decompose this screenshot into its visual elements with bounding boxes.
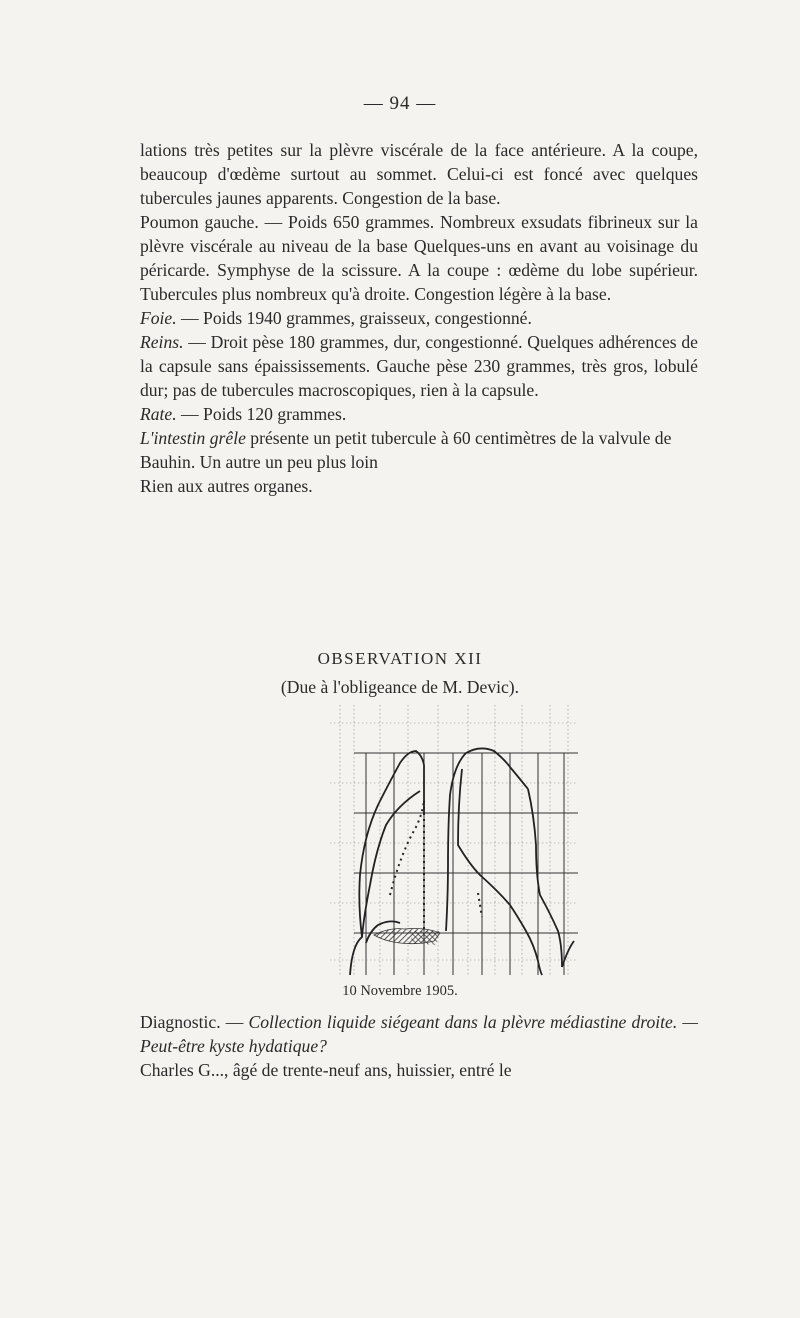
outline-curves: [350, 748, 574, 975]
organ-name: L'intestin grêle: [140, 428, 246, 448]
page-number: — 94 —: [363, 93, 437, 114]
paragraph-rate: [140, 402, 698, 426]
figure-caption: 10 Novembre 1905.: [342, 983, 458, 999]
diagnosis-label: Diagnostic. —: [140, 1012, 249, 1032]
organ-text: — Poids 1940 grammes, graisseux, congestionné.: [176, 308, 532, 328]
organ-text: — Poids 120 grammes.: [176, 404, 347, 424]
paragraph-foie: [140, 306, 698, 330]
paragraph: lations très petites sur la plèvre viscérale de la face antérieure. A la coupe, beaucoup d'œdème surtout au sommet. Celui-ci est foncé avec quelques tubercules jaunes apparents. Congestion de la base.: [140, 140, 698, 208]
body-text-bottom: [140, 1010, 698, 1082]
organ-name: Rate.: [140, 404, 177, 424]
paragraph-patient: Charles G..., âgé de trente-neuf ans, huissier, entré le: [140, 1060, 512, 1080]
diagnosis-text: Collection liquide siégeant dans la plèvre médiastine droite. — Peut-être kyste hydatique?: [140, 1012, 698, 1056]
observation-subtitle: (Due à l'obligeance de M. Devic).: [280, 677, 520, 697]
paragraph: Poumon gauche. — Poids 650 grammes. Nombreux exsudats fibrineux sur la plèvre viscérale au niveau de la base Quelques-uns en avant au voisinage du péricarde. Symphyse de la scissure. A la coupe : œdème du lobe supérieur. Tubercules plus nombreux qu'à droite. Congestion légère à la base.: [140, 212, 698, 304]
paragraph-diagnosis: [140, 1010, 698, 1058]
body-text-top: [140, 138, 698, 498]
organ-name: Foie.: [140, 308, 177, 328]
organ-name: Reins.: [140, 332, 184, 352]
chart-svg: [330, 705, 580, 977]
organ-text: présente un petit tubercule à 60 centimètres de la valvule de Bauhin. Un autre un peu plus loin: [140, 428, 672, 472]
paragraph-reins: [140, 330, 698, 402]
temperature-chart-figure: [330, 705, 580, 982]
paragraph-rest: Rien aux autres organes.: [140, 476, 313, 496]
hatched-zone: [410, 931, 440, 945]
minor-grid: [330, 705, 578, 975]
observation-title: OBSERVATION XII: [317, 649, 483, 668]
organ-text: — Droit pèse 180 grammes, dur, congestionné. Quelques adhérences de la capsule sans épaississements. Gauche pèse 230 grammes, très gros, lobulé dur; pas de tubercules macroscopiques, rien à la capsule.: [140, 332, 698, 400]
paragraph-intestin: [140, 426, 698, 474]
